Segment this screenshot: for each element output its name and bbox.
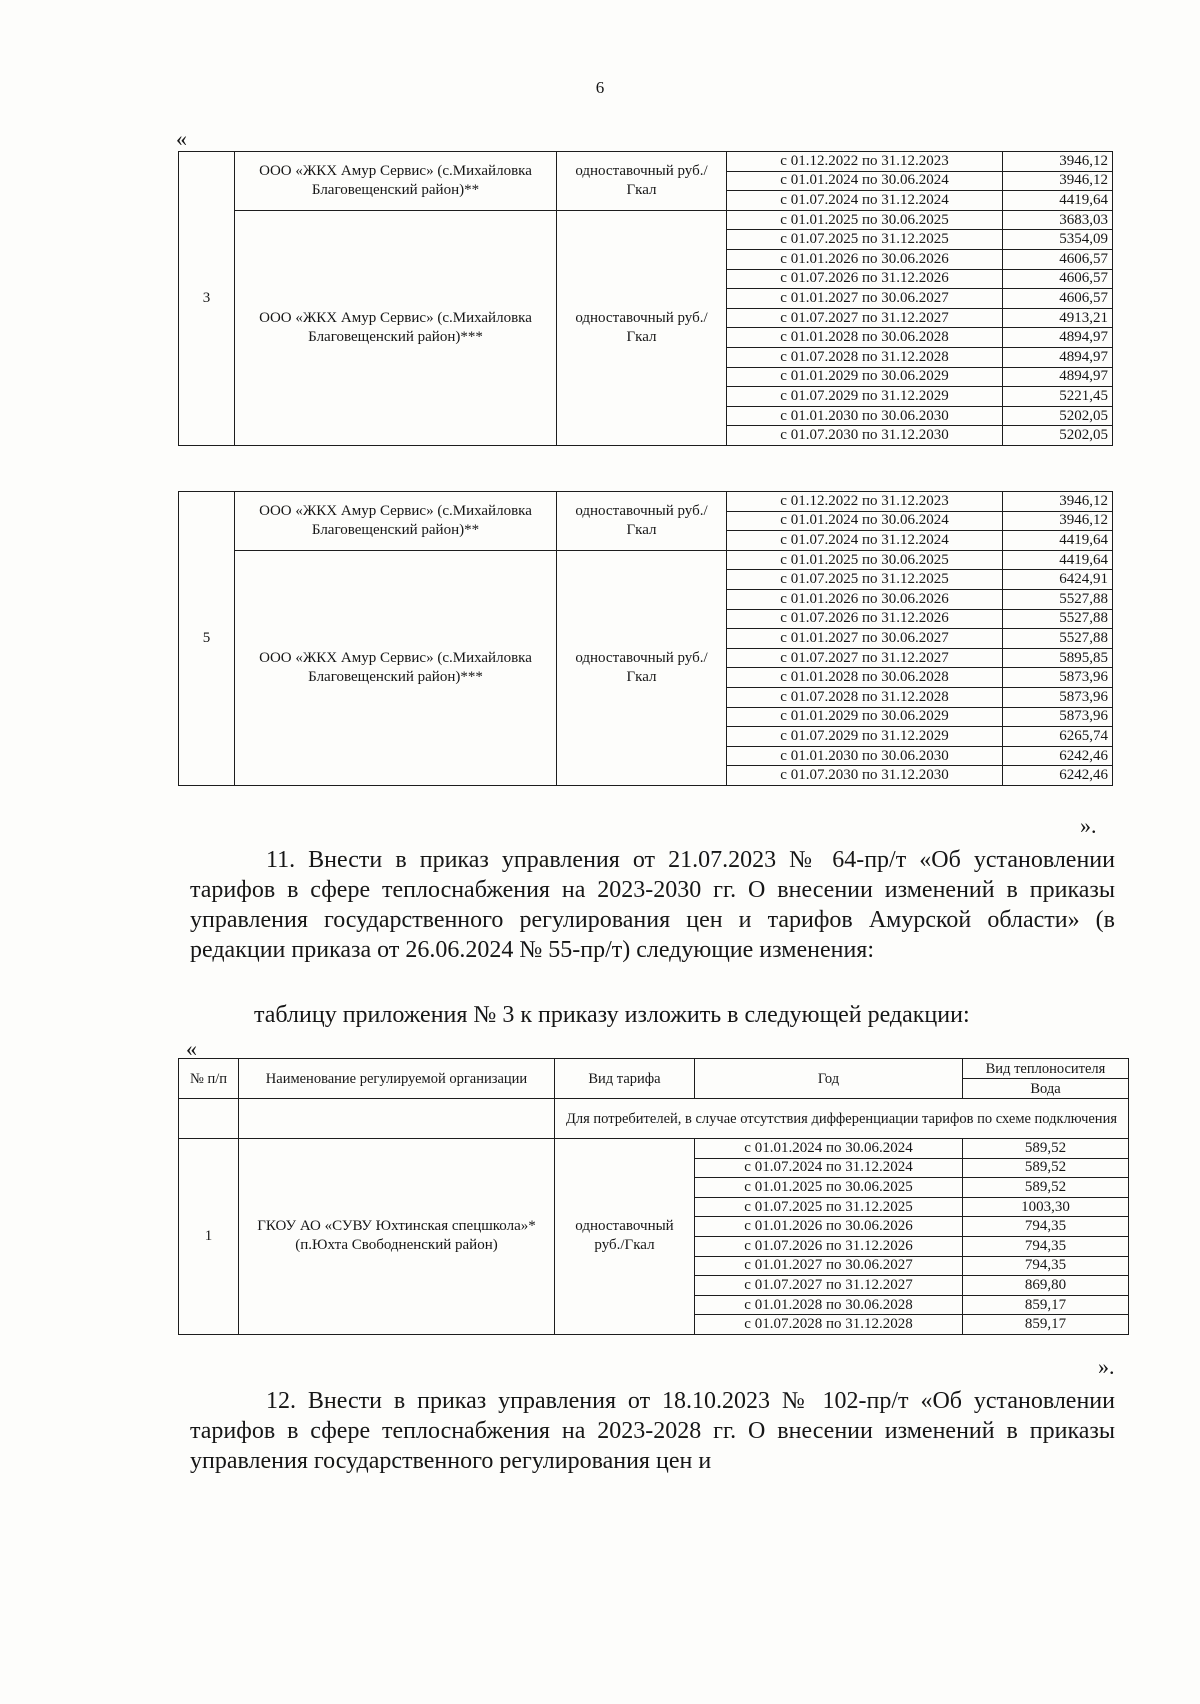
tariff-value: 794,35 bbox=[963, 1256, 1129, 1276]
note-empty-cell bbox=[179, 1099, 239, 1139]
header-heat-carrier: Вид теплоносителя bbox=[963, 1059, 1129, 1079]
paragraph-11-sub: таблицу приложения № 3 к приказу изложить в следующей редакции: bbox=[254, 1002, 970, 1028]
tariff-period: с 01.01.2029 по 30.06.2029 bbox=[727, 707, 1003, 727]
tariff-kind: одноставочный руб./Гкал bbox=[557, 152, 727, 211]
tariff-value: 5527,88 bbox=[1003, 609, 1113, 629]
tariff-value: 859,17 bbox=[963, 1315, 1129, 1335]
tariff-value: 794,35 bbox=[963, 1217, 1129, 1237]
tariff-value: 3946,12 bbox=[1003, 511, 1113, 531]
tariff-value: 6242,46 bbox=[1003, 746, 1113, 766]
tariff-value: 859,17 bbox=[963, 1295, 1129, 1315]
tariff-value: 5527,88 bbox=[1003, 589, 1113, 609]
table-row bbox=[179, 1139, 1129, 1159]
tariff-value: 3946,12 bbox=[1003, 492, 1113, 512]
tariff-value: 4894,97 bbox=[1003, 347, 1113, 367]
tariff-value: 3946,12 bbox=[1003, 171, 1113, 191]
header-tariff-kind: Вид тарифа bbox=[555, 1059, 695, 1099]
tariff-value: 1003,30 bbox=[963, 1197, 1129, 1217]
header-water: Вода bbox=[963, 1079, 1129, 1099]
tariff-period: с 01.12.2022 по 31.12.2023 bbox=[727, 492, 1003, 512]
tariff-period: с 01.07.2025 по 31.12.2025 bbox=[695, 1197, 963, 1217]
tariff-value: 5873,96 bbox=[1003, 707, 1113, 727]
tariff-table-2 bbox=[178, 491, 1113, 786]
tariff-period: с 01.07.2024 по 31.12.2024 bbox=[695, 1158, 963, 1178]
tariff-period: с 01.07.2024 по 31.12.2024 bbox=[727, 531, 1003, 551]
consumer-note: Для потребителей, в случае отсутствия дифференциации тарифов по схеме подключения bbox=[555, 1099, 1129, 1139]
tariff-period: с 01.01.2027 по 30.06.2027 bbox=[727, 629, 1003, 649]
tariff-period: с 01.01.2027 по 30.06.2027 bbox=[727, 289, 1003, 309]
tariff-period: с 01.07.2029 по 31.12.2029 bbox=[727, 727, 1003, 747]
tariff-value: 4913,21 bbox=[1003, 308, 1113, 328]
tariff-kind: одноставочный руб./Гкал bbox=[557, 492, 727, 551]
tariff-value: 5202,05 bbox=[1003, 426, 1113, 446]
tariff-period: с 01.01.2024 по 30.06.2024 bbox=[695, 1139, 963, 1159]
note-empty-cell bbox=[239, 1099, 555, 1139]
tariff-period: с 01.01.2029 по 30.06.2029 bbox=[727, 367, 1003, 387]
organization-name: ООО «ЖКХ Амур Сервис» (с.Михайловка Благовещенский район)** bbox=[235, 492, 557, 551]
tariff-period: с 01.07.2027 по 31.12.2027 bbox=[727, 308, 1003, 328]
quote-open-table3: « bbox=[186, 1036, 197, 1061]
tariff-value: 5895,85 bbox=[1003, 648, 1113, 668]
tariff-value: 4606,57 bbox=[1003, 269, 1113, 289]
table-row bbox=[179, 210, 1113, 230]
table-row bbox=[179, 492, 1113, 512]
tariff-period: с 01.07.2025 по 31.12.2025 bbox=[727, 230, 1003, 250]
tariff-value: 4894,97 bbox=[1003, 328, 1113, 348]
paragraph-11-text: 11. Внести в приказ управления от 21.07.2023 № 64-пр/т «Об установлении тарифов в сфере теплоснабжения на 2023-2030 гг. О внесении изменений в приказы управления государственного регулирования цен и тарифов Амурской области» (в редакции приказа от 26.06.2024 № 55-пр/т) следующие изменения: bbox=[190, 847, 1115, 963]
row-number: 1 bbox=[179, 1139, 239, 1335]
tariff-period: с 01.07.2029 по 31.12.2029 bbox=[727, 387, 1003, 407]
organization-name: ООО «ЖКХ Амур Сервис» (с.Михайловка Благовещенский район)*** bbox=[235, 550, 557, 785]
tariff-table-1 bbox=[178, 151, 1113, 446]
tariff-value: 4894,97 bbox=[1003, 367, 1113, 387]
paragraph-11 bbox=[190, 845, 1115, 965]
table-row bbox=[179, 550, 1113, 570]
tariff-value: 5873,96 bbox=[1003, 668, 1113, 688]
row-number: 3 bbox=[179, 152, 235, 446]
tariff-value: 794,35 bbox=[963, 1236, 1129, 1256]
tariff-period: с 01.07.2026 по 31.12.2026 bbox=[695, 1236, 963, 1256]
tariff-value: 6242,46 bbox=[1003, 766, 1113, 786]
organization-name: ООО «ЖКХ Амур Сервис» (с.Михайловка Благовещенский район)** bbox=[235, 152, 557, 211]
tariff-period: с 01.07.2024 по 31.12.2024 bbox=[727, 191, 1003, 211]
paragraph-12 bbox=[190, 1386, 1115, 1476]
tariff-period: с 01.01.2028 по 30.06.2028 bbox=[695, 1295, 963, 1315]
organization-name: ООО «ЖКХ Амур Сервис» (с.Михайловка Благовещенский район)*** bbox=[235, 210, 557, 445]
tariff-value: 6424,91 bbox=[1003, 570, 1113, 590]
quote-open-table1: « bbox=[176, 126, 187, 151]
tariff-period: с 01.07.2028 по 31.12.2028 bbox=[695, 1315, 963, 1335]
tariff-table-3 bbox=[178, 1058, 1129, 1335]
tariff-period: с 01.01.2027 по 30.06.2027 bbox=[695, 1256, 963, 1276]
tariff-period: с 01.01.2024 по 30.06.2024 bbox=[727, 171, 1003, 191]
tariff-period: с 01.01.2028 по 30.06.2028 bbox=[727, 328, 1003, 348]
tariff-value: 5527,88 bbox=[1003, 629, 1113, 649]
tariff-period: с 01.01.2026 по 30.06.2026 bbox=[727, 249, 1003, 269]
tariff-value: 5873,96 bbox=[1003, 687, 1113, 707]
tariff-value: 5221,45 bbox=[1003, 387, 1113, 407]
tariff-period: с 01.07.2028 по 31.12.2028 bbox=[727, 347, 1003, 367]
quote-close-table3: ». bbox=[1098, 1354, 1115, 1379]
tariff-period: с 01.01.2025 по 30.06.2025 bbox=[727, 210, 1003, 230]
tariff-period: с 01.01.2030 по 30.06.2030 bbox=[727, 746, 1003, 766]
header-year: Год bbox=[695, 1059, 963, 1099]
tariff-period: с 01.12.2022 по 31.12.2023 bbox=[727, 152, 1003, 172]
tariff-kind: одноставочный руб./Гкал bbox=[557, 550, 727, 785]
row-number: 5 bbox=[179, 492, 235, 786]
header-organization: Наименование регулируемой организации bbox=[239, 1059, 555, 1099]
quote-close-table2: ». bbox=[1080, 813, 1097, 838]
tariff-value: 6265,74 bbox=[1003, 727, 1113, 747]
tariff-period: с 01.01.2026 по 30.06.2026 bbox=[727, 589, 1003, 609]
tariff-period: с 01.01.2028 по 30.06.2028 bbox=[727, 668, 1003, 688]
header-number: № п/п bbox=[179, 1059, 239, 1099]
tariff-period: с 01.07.2030 по 31.12.2030 bbox=[727, 426, 1003, 446]
tariff-value: 4606,57 bbox=[1003, 289, 1113, 309]
tariff-period: с 01.01.2025 по 30.06.2025 bbox=[727, 550, 1003, 570]
tariff-value: 4606,57 bbox=[1003, 249, 1113, 269]
table-row bbox=[179, 152, 1113, 172]
tariff-value: 5202,05 bbox=[1003, 406, 1113, 426]
tariff-value: 4419,64 bbox=[1003, 531, 1113, 551]
tariff-period: с 01.01.2030 по 30.06.2030 bbox=[727, 406, 1003, 426]
tariff-value: 3946,12 bbox=[1003, 152, 1113, 172]
tariff-period: с 01.01.2026 по 30.06.2026 bbox=[695, 1217, 963, 1237]
tariff-kind: одноставочный руб./Гкал bbox=[555, 1139, 695, 1335]
tariff-kind: одноставочный руб./Гкал bbox=[557, 210, 727, 445]
tariff-period: с 01.01.2025 по 30.06.2025 bbox=[695, 1178, 963, 1198]
organization-name: ГКОУ АО «СУВУ Юхтинская спецшкола»* (п.Юхта Свободненский район) bbox=[239, 1139, 555, 1335]
tariff-value: 4419,64 bbox=[1003, 550, 1113, 570]
tariff-value: 5354,09 bbox=[1003, 230, 1113, 250]
tariff-period: с 01.07.2025 по 31.12.2025 bbox=[727, 570, 1003, 590]
tariff-period: с 01.07.2026 по 31.12.2026 bbox=[727, 269, 1003, 289]
page-number: 6 bbox=[595, 78, 605, 97]
tariff-value: 3683,03 bbox=[1003, 210, 1113, 230]
tariff-value: 589,52 bbox=[963, 1139, 1129, 1159]
tariff-period: с 01.01.2024 по 30.06.2024 bbox=[727, 511, 1003, 531]
tariff-period: с 01.07.2026 по 31.12.2026 bbox=[727, 609, 1003, 629]
tariff-value: 869,80 bbox=[963, 1276, 1129, 1296]
tariff-value: 589,52 bbox=[963, 1178, 1129, 1198]
tariff-value: 4419,64 bbox=[1003, 191, 1113, 211]
tariff-period: с 01.07.2027 по 31.12.2027 bbox=[727, 648, 1003, 668]
tariff-period: с 01.07.2028 по 31.12.2028 bbox=[727, 687, 1003, 707]
tariff-value: 589,52 bbox=[963, 1158, 1129, 1178]
paragraph-12-text: 12. Внести в приказ управления от 18.10.2023 № 102-пр/т «Об установлении тарифов в сфере теплоснабжения на 2023-2028 гг. О внесении изменений в приказы управления государственного регулирования цен и bbox=[190, 1388, 1115, 1474]
tariff-period: с 01.07.2030 по 31.12.2030 bbox=[727, 766, 1003, 786]
tariff-period: с 01.07.2027 по 31.12.2027 bbox=[695, 1276, 963, 1296]
